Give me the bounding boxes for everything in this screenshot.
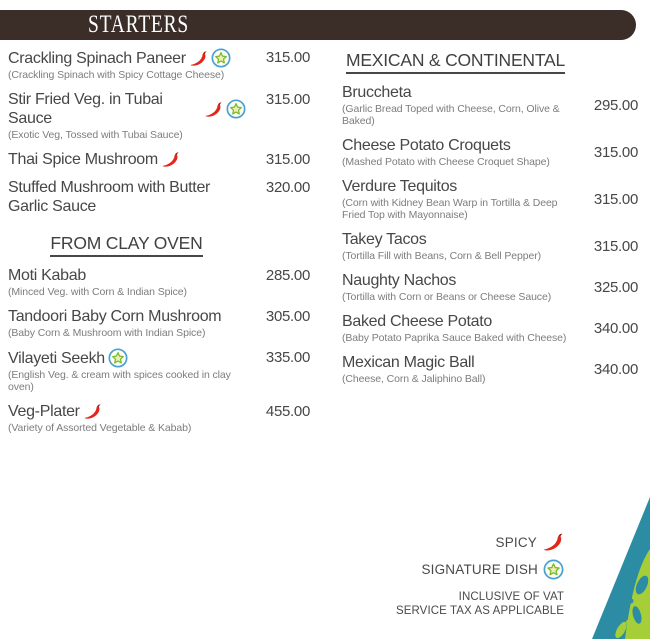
tax-note-line2: SERVICE TAX AS APPLICABLE (395, 604, 564, 617)
menu-item (8, 266, 310, 298)
corner-leaf-decoration (592, 497, 650, 639)
item-name: Naughty Nachos (342, 272, 457, 289)
item-description: (Baby Corn & Mushroom with Indian Spice) (8, 327, 206, 339)
item-description: (Tortilla Fill with Beans, Corn & Bell Pepper) (342, 250, 542, 262)
item-name: Stir Fried Veg. in Tubai Sauce (8, 91, 163, 127)
menu-item (8, 90, 310, 141)
item-description: (Mashed Potato with Cheese Croquet Shape) (342, 156, 550, 168)
menu-columns (8, 48, 638, 443)
signature-dish-label: SIGNATURE DISH (421, 562, 538, 577)
menu-item (342, 83, 638, 127)
item-description: (Cheese, Corn & Jaliphino Ball) (342, 373, 486, 385)
item-name: Moti Kabab (8, 267, 86, 284)
item-price: 315.00 (593, 143, 638, 161)
item-description: (Tortilla with Corn or Beans or Cheese Sauce) (342, 291, 552, 303)
menu-item (8, 402, 310, 434)
right-column (342, 48, 638, 443)
left-column (8, 48, 310, 443)
item-price: 315.00 (265, 49, 310, 66)
menu-item (8, 348, 310, 393)
header-bar (0, 10, 636, 40)
item-price: 325.00 (593, 278, 638, 296)
menu-item (8, 48, 310, 81)
item-price: 340.00 (593, 360, 638, 378)
item-name: Stuffed Mushroom with Butter Garlic Sauce (8, 179, 211, 215)
item-price: 315.00 (265, 151, 310, 168)
item-name: Baked Cheese Potato (342, 313, 492, 330)
section-title: FROM CLAY OVEN (50, 233, 202, 257)
menu-item (342, 230, 638, 262)
item-price: 315.00 (593, 237, 638, 255)
section-header-from-clay-oven (8, 233, 245, 257)
legend-spicy-row (495, 532, 564, 552)
star-circle-icon (211, 48, 231, 68)
item-description: (Corn with Kidney Bean Warp in Tortilla & Deep Fried Top with Mayonnaise) (342, 197, 558, 221)
item-price: 320.00 (265, 179, 310, 196)
item-name: Crackling Spinach Paneer (8, 49, 186, 67)
item-name: Bruccheta (342, 84, 412, 101)
tax-note (396, 591, 564, 618)
item-name: Veg-Plater (8, 403, 80, 420)
item-name: Tandoori Baby Corn Mushroom (8, 308, 222, 325)
item-name: Takey Tacos (342, 231, 427, 248)
item-price: 285.00 (265, 267, 310, 284)
page-title: STARTERS (88, 11, 190, 38)
item-description: (Minced Veg. with Corn & Indian Spice) (8, 286, 187, 298)
item-description: (Variety of Assorted Vegetable & Kabab) (8, 422, 192, 434)
item-name: Cheese Potato Croquets (342, 137, 511, 154)
legend-signature-row (421, 559, 564, 580)
menu-item (342, 177, 638, 221)
legend (396, 532, 564, 618)
item-price: 315.00 (265, 91, 310, 108)
item-name: Mexican Magic Ball (342, 354, 475, 371)
star-circle-icon (108, 348, 128, 368)
item-price: 315.00 (593, 190, 638, 208)
item-price: 455.00 (265, 403, 310, 420)
chili-icon (542, 532, 564, 552)
item-price: 335.00 (265, 349, 310, 366)
item-price: 305.00 (265, 308, 310, 325)
chili-icon (83, 403, 102, 420)
menu-item (342, 353, 638, 385)
menu-item (342, 312, 638, 344)
chili-icon (189, 50, 208, 67)
item-name: Verdure Tequitos (342, 178, 457, 195)
star-circle-icon (226, 99, 246, 119)
tax-note-line1: INCLUSIVE OF VAT (458, 591, 564, 603)
item-description: (Crackling Spinach with Spicy Cottage Cheese) (8, 69, 225, 81)
star-circle-icon (543, 559, 564, 580)
chili-icon (204, 101, 223, 118)
menu-item (8, 307, 310, 339)
item-description: (English Veg. & cream with spices cooked in clay oven) (8, 369, 231, 393)
item-price: 295.00 (593, 96, 638, 114)
menu-item (8, 150, 310, 169)
menu-item (342, 271, 638, 303)
item-name: Thai Spice Mushroom (8, 151, 158, 168)
item-name: Vilayeti Seekh (8, 349, 105, 367)
section-header-mexican-continental (342, 50, 569, 74)
menu-item (342, 136, 638, 168)
item-description: (Baby Potato Paprika Sauce Baked with Cheese) (342, 332, 567, 344)
section-title: MEXICAN & CONTINENTAL (346, 50, 565, 74)
item-description: (Exotic Veg, Tossed with Tubai Sauce) (8, 129, 183, 141)
item-price: 340.00 (593, 319, 638, 337)
chili-icon (161, 151, 180, 168)
spicy-label: SPICY (495, 534, 537, 550)
menu-item (8, 178, 310, 216)
item-description: (Garlic Bread Toped with Cheese, Corn, Olive & Baked) (342, 103, 560, 127)
